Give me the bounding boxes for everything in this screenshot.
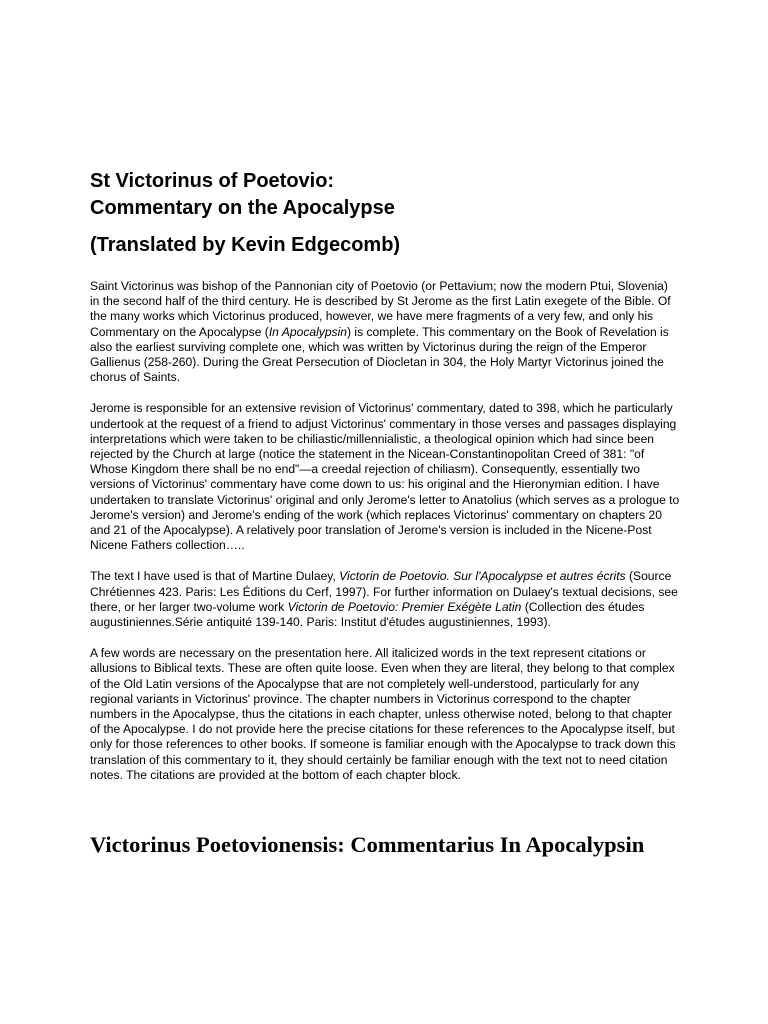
sources-text-1: The text I have used is that of Martine Dulaey, xyxy=(90,569,340,584)
intro-paragraph xyxy=(90,279,680,385)
title-line-2: Commentary on the Apocalypse xyxy=(90,197,395,219)
title-line-1: St Victorinus of Poetovio: xyxy=(90,170,335,192)
document-page xyxy=(90,168,680,859)
sources-italic-1: Victorin de Poetovio. Sur l'Apocalypse et autres écrits xyxy=(339,569,626,584)
intro-italic-title: In Apocalypsin xyxy=(268,324,348,339)
sources-text-2: (Source Chrétiennes 423. Paris: Les Éditions du Cerf, 1997). For further information on Dulaey's textual decisions, see there, or her larger two-volume work xyxy=(90,569,678,614)
intro-text-end: ) is complete. This commentary on the Book of Revelation is also the earliest surviving complete one, which was written by Victorinus during the reign of the Emperor Gallienus (258-260). During the Great Persecution of Diocletan in 304, the Holy Martyr Victorinus joined the chorus of Saints. xyxy=(90,324,669,385)
sources-paragraph xyxy=(90,569,680,630)
presentation-paragraph: A few words are necessary on the presentation here. All italicized words in the text represent citations or allusions to Biblical texts. These are often quite loose. Even when they are literal, they belong to that complex of the Old Latin versions of the Apocalypse that are not completely well-understood, particularly for any regional variants in Victorinus' province. The chapter numbers in Victorinus correspond to the chapter numbers in the Apocalypse, thus the citations in each chapter, unless otherwise noted, belong to that chapter of the Apocalypse. I do not provide here the precise citations for these references to the Apocalypse itself, but only for those references to other books. If someone is familiar enough with the Apocalypse to track down this translation of this commentary to it, they should certainly be familiar enough with the text not to need citation notes. The citations are provided at the bottom of each chapter block. xyxy=(90,646,676,782)
latin-heading: Victorinus Poetovionensis: Commentarius In Apocalypsin xyxy=(90,832,645,858)
intro-text-start: Saint Victorinus was bishop of the Pannonian city of Poetovio (or Pettavium; now the modern Ptui, Slovenia) in the second half of the third century. He is described by St Jerome as the first Latin exegete of the Bible. Of the many works which Victorinus produced, however, we have mere fragments of a very few, and only his Commentary on the Apocalypse ( xyxy=(90,279,671,339)
translator-subtitle: (Translated by Kevin Edgecomb) xyxy=(90,234,401,256)
sources-text-3: (Collection des études augustiniennes.Série antiquité 139-140. Paris: Institut d'études augustiniennes, 1993). xyxy=(90,599,645,630)
jerome-paragraph: Jerome is responsible for an extensive revision of Victorinus' commentary, dated to 398, which he particularly undertook at the request of a friend to adjust Victorinus' commentary in those verses and passages displaying interpretations which were taken to be chiliastic/millennialistic, a theological opinion which had since been rejected by the Church at large (notice the statement in the Nicean-Constantinopolitan Creed of 381: "of Whose Kingdom there shall be no end"—a creedal rejection of chiliasm). Consequently, essentially two versions of Victorinus' commentary have come down to us: his original and the Hieronymian edition. I have undertaken to translate Victorinus' original and only Jerome's letter to Anatolius (which serves as a prologue to Jerome's version) and Jerome's ending of the work (which replaces Victorinus' commentary on chapters 20 and 21 of the Apocalypse). A relatively poor translation of Jerome's version is included in the Nicene-Post Nicene Fathers collection….. xyxy=(90,401,680,553)
sources-italic-2: Victorin de Poetovio: Premier Exégète Latin xyxy=(287,599,522,614)
document-title xyxy=(90,168,680,222)
